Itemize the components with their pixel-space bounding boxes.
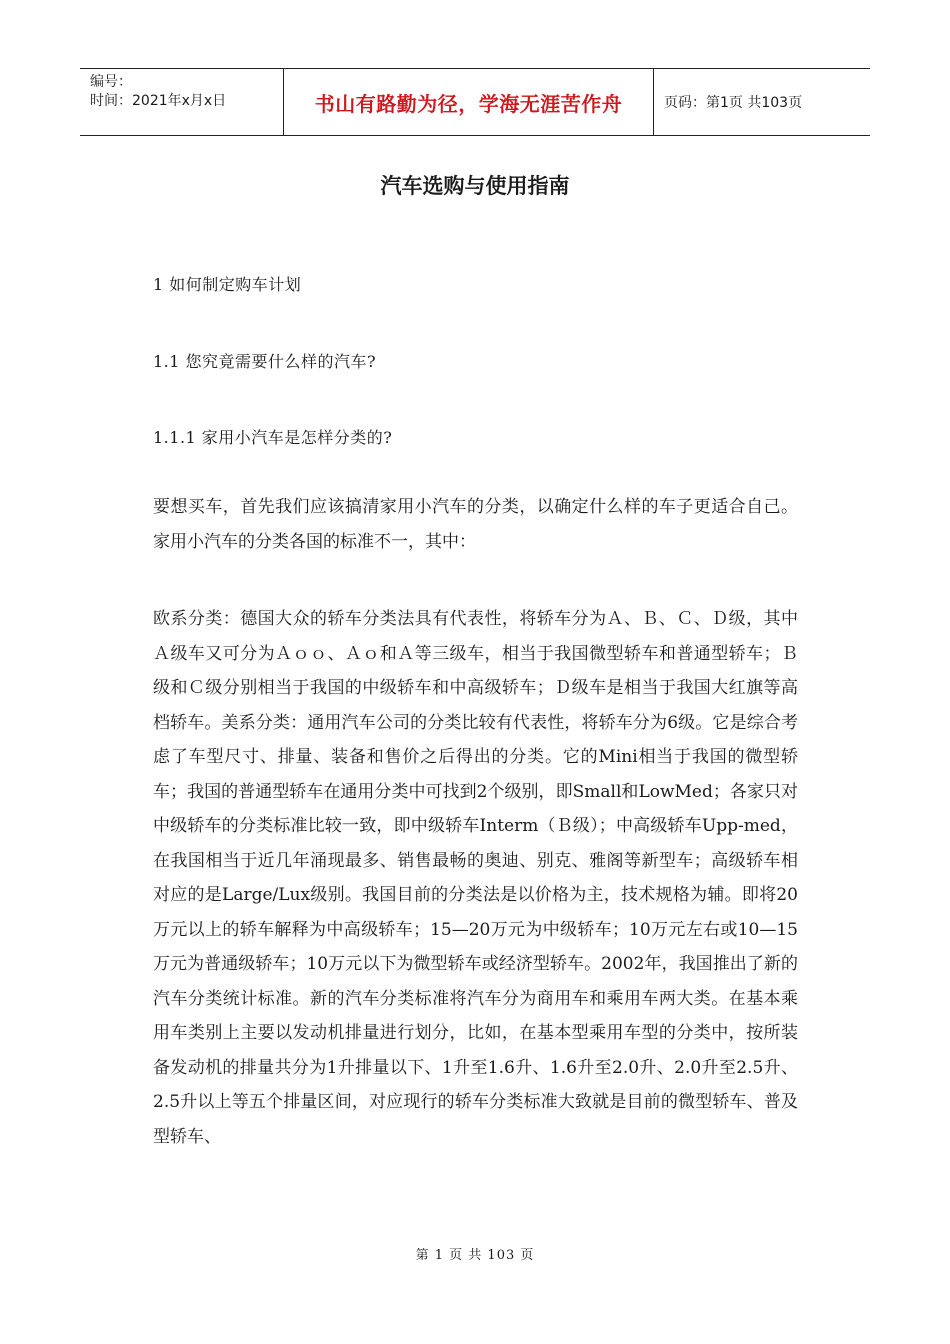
section-heading: 1 如何制定购车计划	[153, 275, 302, 294]
body-paragraph: 欧系分类：德国大众的轿车分类法具有代表性，将轿车分为Ａ、Ｂ、Ｃ、Ｄ级，其中Ａ级车又可分为Ａｏｏ、Ａｏ和Ａ等三级车，相当于我国微型轿车和普通型轿车；Ｂ级和Ｃ级分别相当于我国的中级轿车和中高级轿车；Ｄ级车是相当于我国大红旗等高档轿车。美系分类：通用汽车公司的分类比较有代表性，将轿车分为6级。它是综合考虑了车型尺寸、排量、装备和售价之后得出的分类。它的Mini相当于我国的微型轿车；我国的普通型轿车在通用分类中可找到2个级别，即Small和LowMed；各家只对中级轿车的分类标准比较一致，即中级轿车Interm（Ｂ级）；中高级轿车Upp-med，在我国相当于近几年涌现最多、销售最畅的奥迪、别克、雅阁等新型车；高级轿车相对应的是Large/Lux级别。我国目前的分类法是以价格为主，技术规格为辅。即将20万元以上的轿车解释为中高级轿车；15—20万元为中级轿车；10万元左右或10—15万元为普通级轿车；10万元以下为微型轿车或经济型轿车。2002年，我国推出了新的汽车分类统计标准。新的汽车分类标准将汽车分为商用车和乘用车两大类。在基本乘用车类别上主要以发动机排量进行划分，比如，在基本型乘用车型的分类中，按所装备发动机的排量共分为1升排量以下、1升至1.6升、1.6升至2.0升、2.0升至2.5升、2.5升以上等五个排量区间，对应现行的轿车分类标准大致就是目前的微型轿车、普及型轿车、	[153, 609, 798, 1147]
document-title: 汽车选购与使用指南	[380, 174, 570, 198]
page-header	[80, 68, 870, 136]
header-motto: 书山有路勤为径，学海无涯苦作舟	[283, 69, 654, 135]
subsection-heading: 1.1 您究竟需要什么样的汽车?	[153, 352, 377, 371]
intro-paragraph: 要想买车，首先我们应该搞清家用小汽车的分类，以确定什么样的车子更适合自己。家用小汽车的分类各国的标准不一，其中：	[153, 497, 798, 552]
header-meta	[80, 69, 283, 135]
document-date: 时间：2021年x月x日	[90, 93, 227, 109]
header-page-info: 页码：第1页 共103页	[664, 95, 803, 111]
subsubsection-heading: 1.1.1 家用小汽车是怎样分类的?	[153, 428, 393, 447]
document-number: 编号：	[90, 74, 132, 90]
page-footer: 第 1 页 共 103 页	[415, 1248, 535, 1263]
